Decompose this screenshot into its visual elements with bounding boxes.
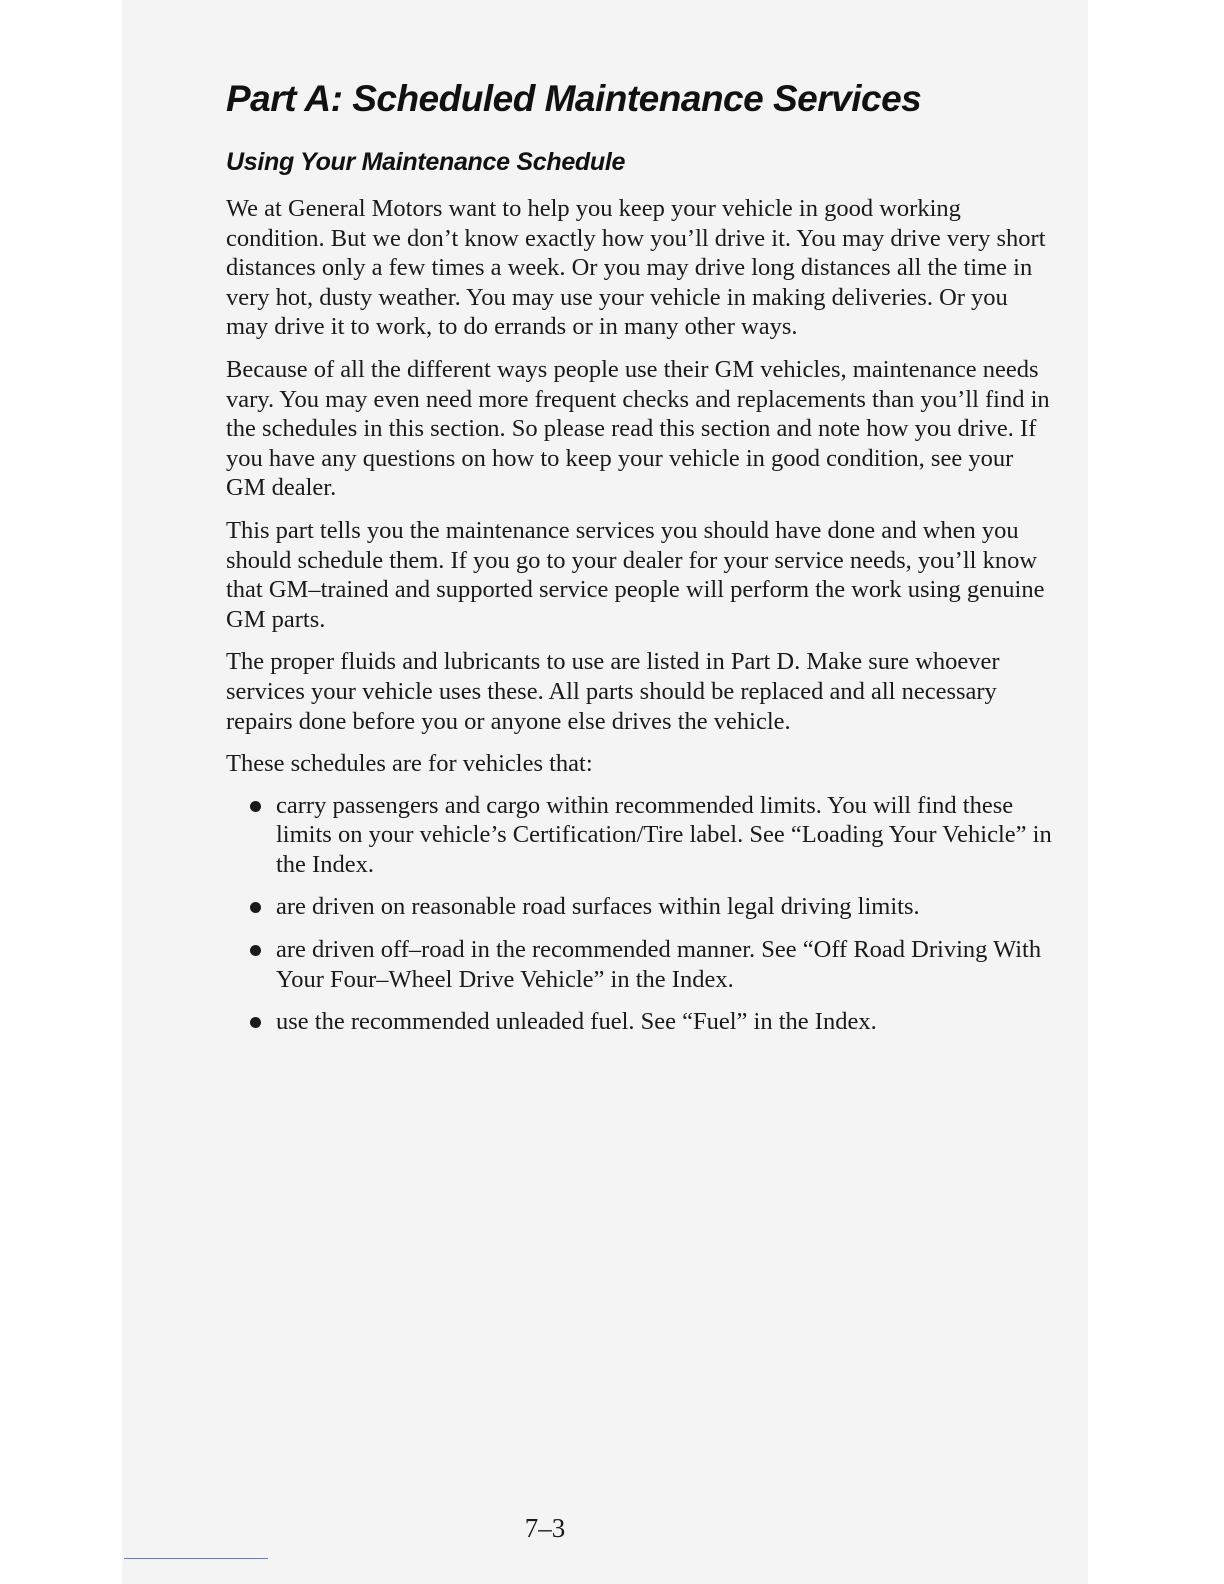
page-number: 7–3 — [524, 1513, 566, 1543]
list-item — [226, 791, 1056, 880]
paragraph-fluids: The proper fluids and lubricants to use are listed in Part D. Make sure whoever services your vehicle uses these. All parts should be replaced and all necessary repairs done before you or anyone else drives the vehicle. — [226, 648, 1000, 735]
document-page — [122, 0, 1088, 1584]
vehicle-conditions-list — [226, 791, 1056, 1037]
bullet-icon — [250, 945, 261, 956]
list-item-text: are driven on reasonable road surfaces within legal driving limits. — [276, 893, 920, 921]
paragraph-needs-vary: Because of all the different ways people use their GM vehicles, maintenance needs vary. You may even need more frequent checks and replacements than you’ll find in the schedules in this section. So please read this section and note how you drive. If you have any questions on how to keep your vehicle in good condition, see your GM dealer. — [226, 355, 1050, 502]
list-item-text: are driven off–road in the recommended manner. See “Off Road Driving With Your Four–Wheel Drive Vehicle” in the Index. — [276, 936, 1042, 993]
list-item-text: carry passengers and cargo within recommended limits. You will find these limits on your vehicle’s Certification/Tire label. See “Loading Your Vehicle” in the Index. — [276, 791, 1052, 878]
list-item — [226, 892, 1056, 922]
bullet-icon — [250, 902, 261, 913]
page-edge-divider — [124, 1558, 268, 1559]
page-title: Part A: Scheduled Maintenance Services — [226, 78, 922, 119]
bullet-icon — [250, 1017, 261, 1028]
list-item-text: use the recommended unleaded fuel. See “Fuel” in the Index. — [276, 1008, 877, 1036]
paragraph-this-part: This part tells you the maintenance services you should have done and when you should schedule them. If you go to your dealer for your service needs, you’ll know that GM–trained and supported service people will perform the work using genuine GM parts. — [226, 516, 1045, 633]
bullet-icon — [250, 801, 261, 812]
paragraph-intro: We at General Motors want to help you keep your vehicle in good working condition. But we don’t know exactly how you’ll drive it. You may drive very short distances only a few times a week. Or you may drive long distances all the time in very hot, dusty weather. You may use your vehicle in making deliveries. Or you may drive it to work, to do errands or in many other ways. — [226, 195, 1046, 341]
paragraph-schedules-for: These schedules are for vehicles that: — [226, 750, 593, 778]
list-item — [226, 935, 1056, 994]
list-item — [226, 1007, 1056, 1037]
page-content — [226, 76, 1056, 1050]
section-subtitle: Using Your Maintenance Schedule — [226, 148, 626, 176]
